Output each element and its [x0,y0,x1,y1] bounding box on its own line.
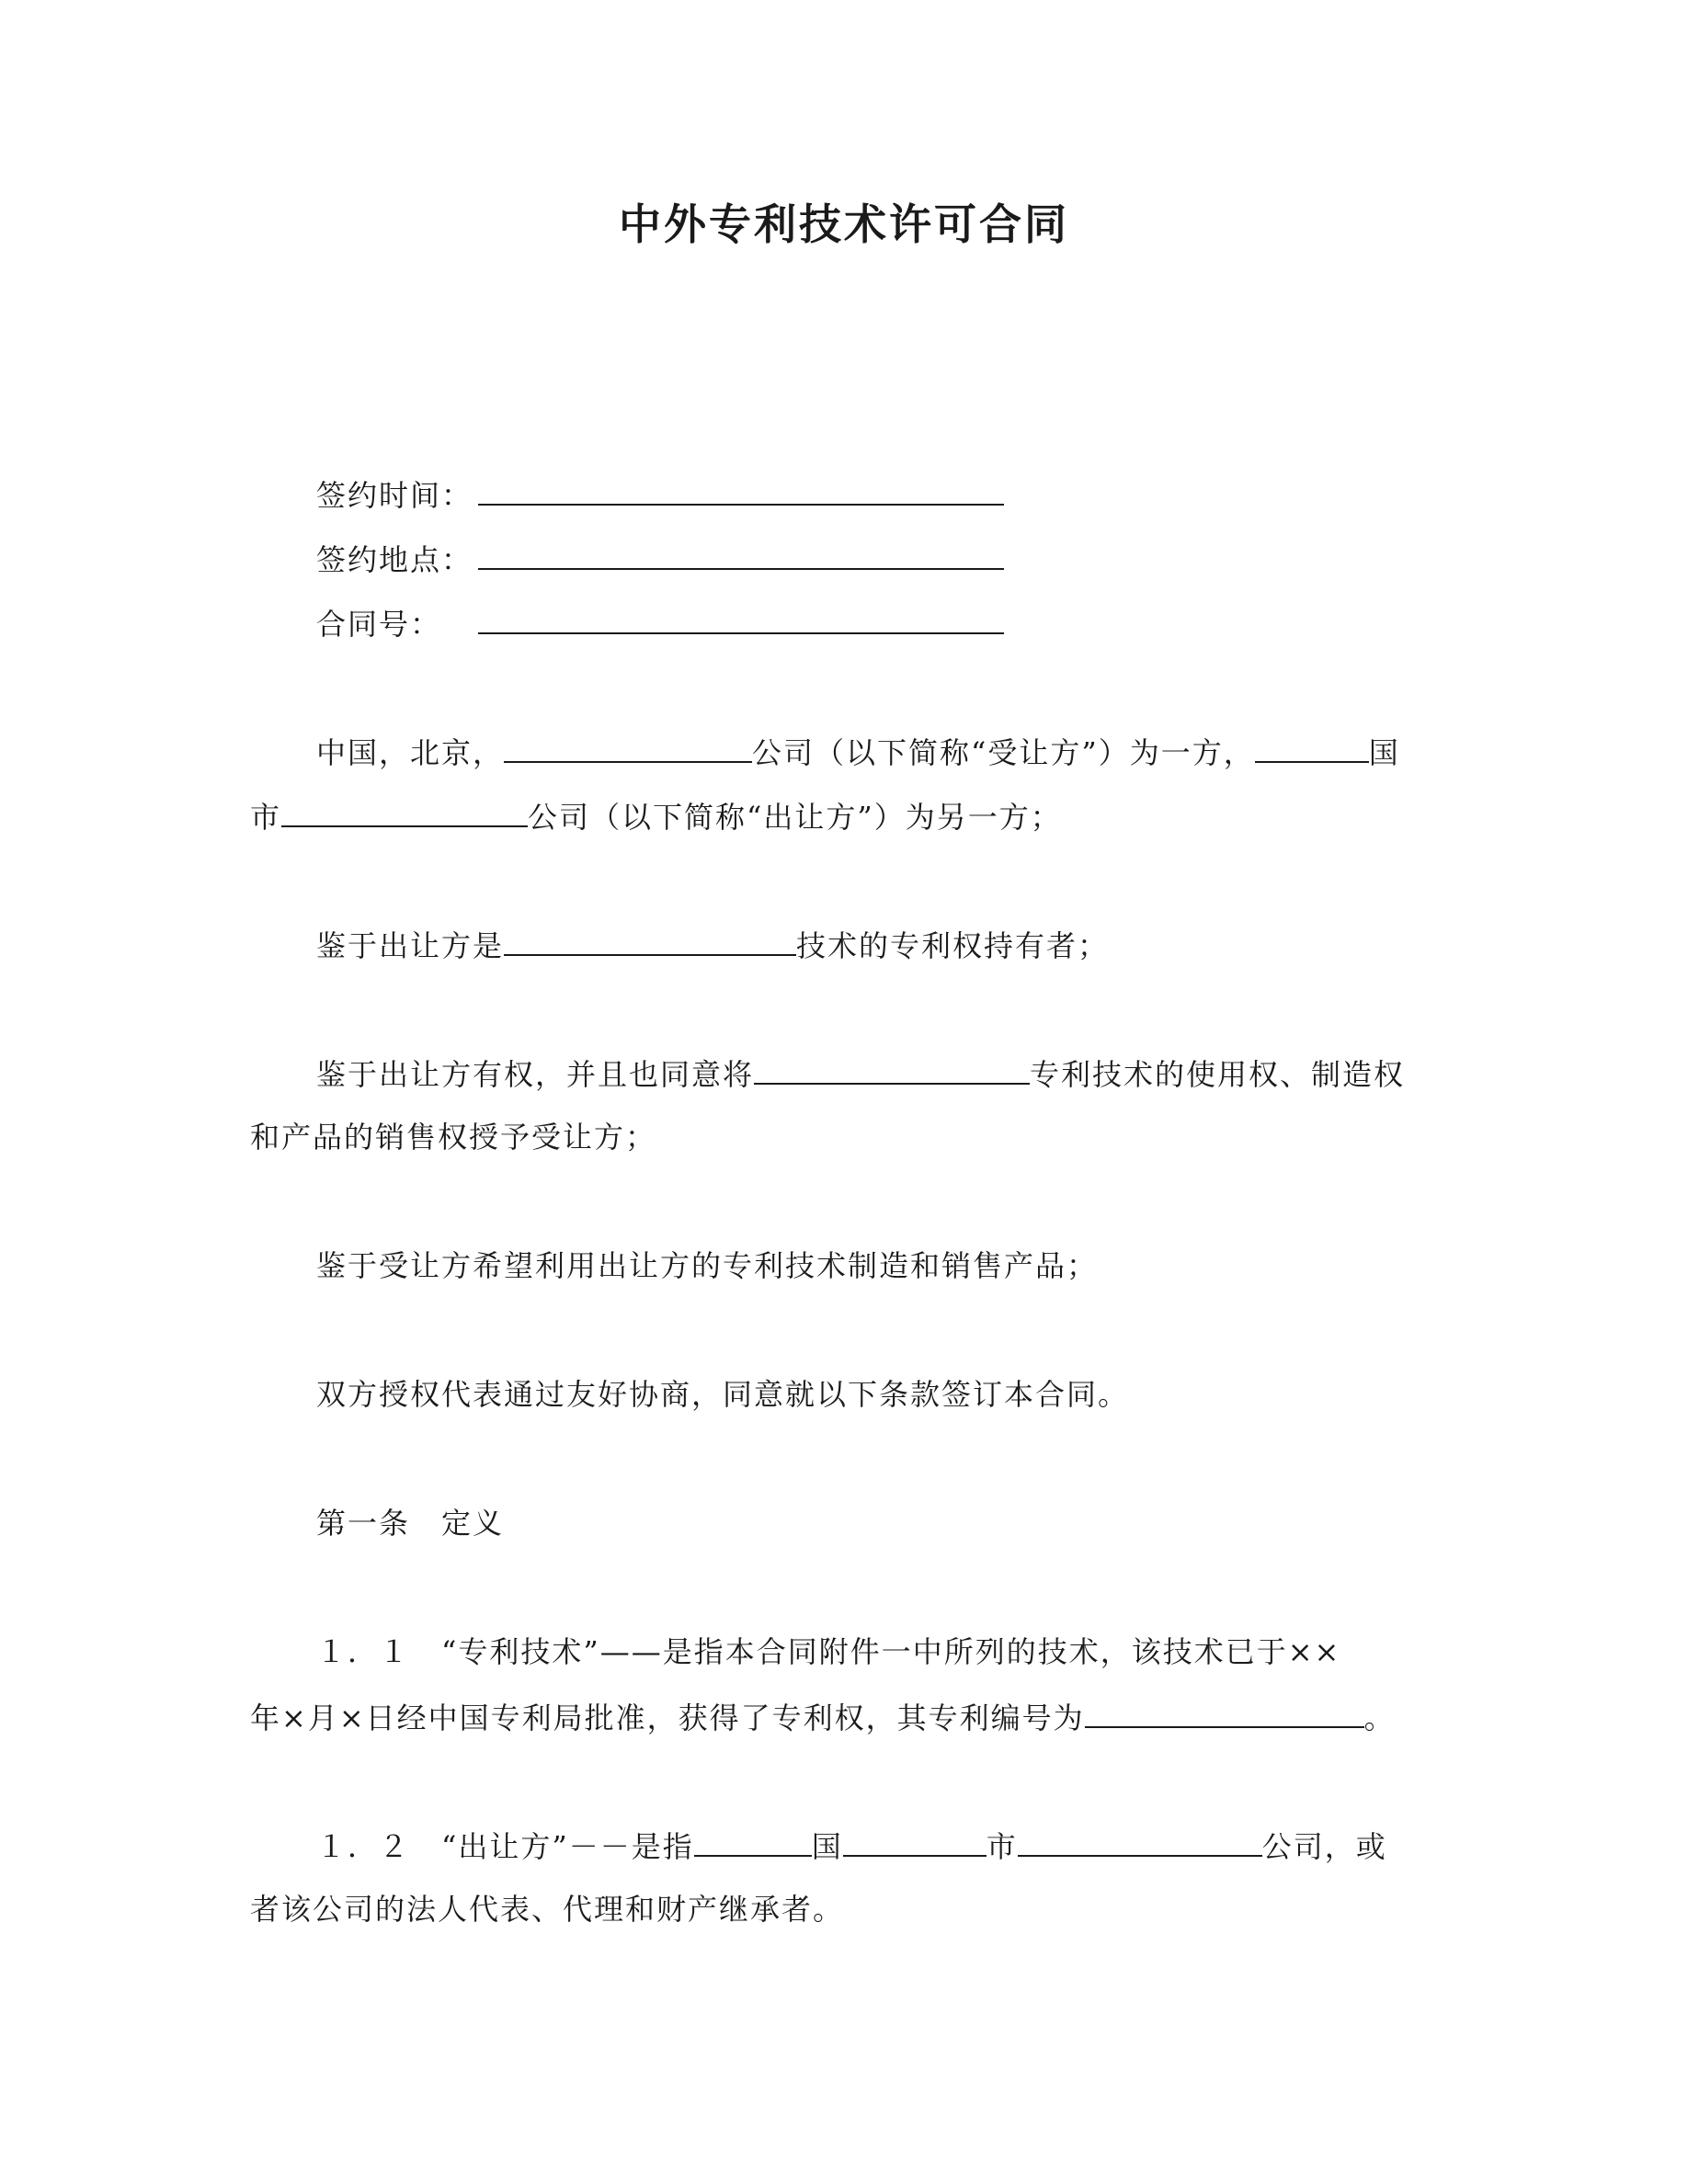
licensor-country-blank[interactable] [1255,730,1369,763]
whereas-3-text: 鉴于受让方希望利用出让方的专利技术制造和销售产品； [316,1248,1099,1283]
whereas-2-text-3: 和产品的销售权授予受让方； [250,1120,657,1155]
intro-text-4: 市 [250,800,282,835]
whereas-2-line-2 [250,1116,656,1158]
signing-time-blank[interactable] [478,472,1004,506]
whereas-1-text-2: 技术的专利权持有者； [796,928,1110,963]
whereas-2-line-1 [316,1052,1405,1096]
contract-number-label: 合同号： [316,607,442,642]
licensor-city-company-blank[interactable] [281,794,528,827]
whereas-2-text-2: 专利技术的使用权、制造权 [1030,1057,1406,1092]
intro-text-1: 中国，北京， [316,735,505,770]
clause-1-2-text-3: 市 [986,1829,1018,1864]
licensor-country-blank-2[interactable] [694,1824,812,1857]
signing-place-row [316,537,1004,581]
signing-time-label: 签约时间： [316,478,473,513]
clause-1-1-text-3: 。 [1363,1701,1396,1735]
technology-name-blank[interactable] [504,923,796,956]
clause-1-2-text-4: 公司，或 [1261,1829,1387,1864]
licensee-company-blank[interactable] [504,730,752,763]
contract-number-blank[interactable] [478,601,1004,634]
patent-number-blank[interactable] [1085,1695,1364,1728]
intro-text-2: 公司（以下简称“受让方”）为一方， [752,735,1255,770]
contract-number-row [316,601,1004,645]
clause-1-2-text-1: １．２ “出让方”－－是指 [316,1829,694,1864]
article-1-heading [316,1502,504,1544]
clause-1-1-text-1: １．１ “专利技术”——是指本合同附件一中所列的技术，该技术已于×× [316,1634,1341,1669]
whereas-1-line [316,923,1109,967]
signing-time-row [316,472,1004,517]
whereas-1-text-1: 鉴于出让方是 [316,928,505,963]
intro-line-1 [316,730,1400,774]
intro-text-3: 国 [1368,735,1400,770]
clause-1-2-line-1 [316,1824,1387,1868]
licensor-company-blank[interactable] [1018,1824,1262,1857]
clause-1-1-line-2 [250,1695,1396,1739]
signing-place-label: 签约地点： [316,542,473,577]
whereas-3-line [316,1245,1098,1287]
agreement-line [316,1373,1129,1416]
document-title: 中外专利技术许可合同 [619,199,1069,249]
intro-line-2 [250,794,1062,838]
clause-1-1-text-2: 年×月×日经中国专利局批准，获得了专利权，其专利编号为 [250,1701,1085,1735]
clause-1-1-line-1 [316,1631,1340,1673]
whereas-2-text-1: 鉴于出让方有权，并且也同意将 [316,1057,755,1092]
licensor-city-blank[interactable] [843,1824,987,1857]
agreement-text: 双方授权代表通过友好协商，同意就以下条款签订本合同。 [316,1377,1130,1412]
intro-text-5: 公司（以下简称“出让方”）为另一方； [528,800,1062,835]
clause-1-2-text-5: 者该公司的法人代表、代理和财产继承者。 [250,1892,845,1927]
article-1-text: 第一条 定义 [316,1506,505,1541]
clause-1-2-text-2: 国 [811,1829,843,1864]
clause-1-2-line-2 [250,1888,844,1930]
signing-place-blank[interactable] [478,537,1004,570]
patent-technology-blank[interactable] [754,1052,1030,1085]
